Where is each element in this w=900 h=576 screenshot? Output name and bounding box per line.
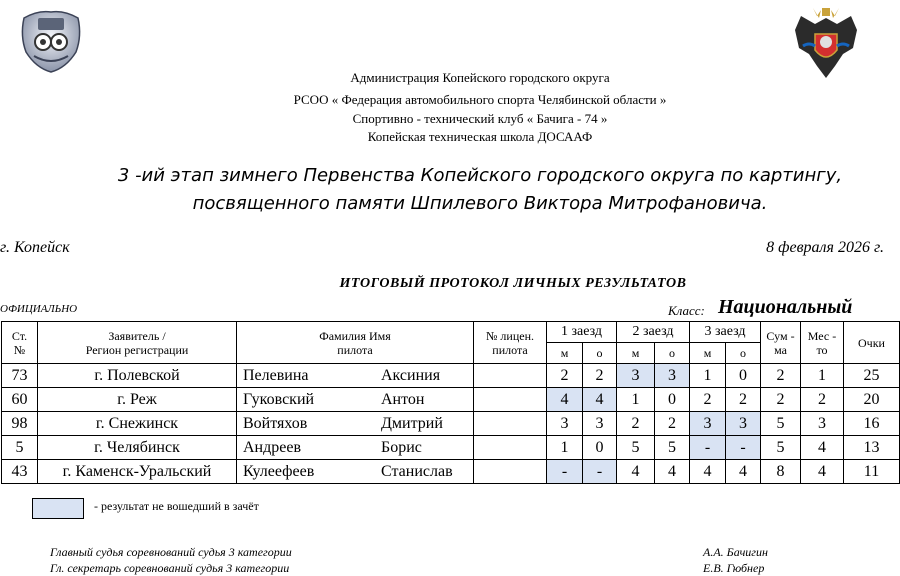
results-table xyxy=(1,321,900,484)
city: г. Копейск xyxy=(0,239,70,256)
start-number: 60 xyxy=(2,388,38,412)
sum: 5 xyxy=(761,412,801,436)
chief-judge-name: А.А. Бачигин xyxy=(703,545,768,559)
heat3-o: 0 xyxy=(726,364,761,388)
license xyxy=(474,364,547,388)
pilot-firstname: Дмитрий xyxy=(381,414,443,432)
region: г. Каменск-Уральский xyxy=(38,460,237,484)
heat2-o: 5 xyxy=(655,436,690,460)
license xyxy=(474,436,547,460)
heat2-o: 4 xyxy=(655,460,690,484)
place: 4 xyxy=(801,436,844,460)
start-number: 98 xyxy=(2,412,38,436)
header-h2-o: о xyxy=(655,343,690,364)
official-label: ОФИЦИАЛЬНО xyxy=(0,303,78,315)
secretary-role: Гл. секретарь соревнований судья 3 категории xyxy=(50,561,290,575)
header-pilot-name: Фамилия Имя пилота xyxy=(237,322,474,364)
header-h2-m: м xyxy=(617,343,655,364)
header-h3-m: м xyxy=(690,343,726,364)
place: 1 xyxy=(801,364,844,388)
start-number: 73 xyxy=(2,364,38,388)
chief-judge-role: Главный судья соревнований судья 3 категории xyxy=(50,545,292,559)
pilot-name xyxy=(237,460,474,484)
region: г. Челябинск xyxy=(38,436,237,460)
heat1-m: 2 xyxy=(547,364,583,388)
heat1-m: - xyxy=(547,460,583,484)
sum: 8 xyxy=(761,460,801,484)
points: 11 xyxy=(844,460,900,484)
header-points: Очки xyxy=(844,322,900,364)
header-heat-1: 1 заезд xyxy=(547,322,617,343)
heat3-o: 3 xyxy=(726,412,761,436)
pilot-firstname: Антон xyxy=(381,390,425,408)
heat2-m: 2 xyxy=(617,412,655,436)
license xyxy=(474,412,547,436)
legend-text: - результат не вошедший в зачёт xyxy=(94,499,259,513)
legend-swatch xyxy=(32,498,84,519)
heat2-m: 4 xyxy=(617,460,655,484)
pilot-firstname: Станислав xyxy=(381,462,453,480)
start-number: 5 xyxy=(2,436,38,460)
heat3-m: 2 xyxy=(690,388,726,412)
header-license: № лицен. пилота xyxy=(474,322,547,364)
heat1-o: 2 xyxy=(583,364,617,388)
table-row xyxy=(2,436,900,460)
heat3-o: - xyxy=(726,436,761,460)
table-row xyxy=(2,460,900,484)
points: 16 xyxy=(844,412,900,436)
org-line-1: Администрация Копейского городского округа xyxy=(350,70,610,85)
class-value: Национальный xyxy=(718,296,853,318)
region: г. Полевской xyxy=(38,364,237,388)
sum: 5 xyxy=(761,436,801,460)
event-title-line-1: 3 -ий этап зимнего Первенства Копейского городского округа по картингу, xyxy=(117,165,843,186)
header-sum: Сум - ма xyxy=(761,322,801,364)
header-h1-m: м xyxy=(547,343,583,364)
header-place: Мес - то xyxy=(801,322,844,364)
pilot-name xyxy=(237,388,474,412)
club-emblem-icon xyxy=(16,6,86,76)
table-row xyxy=(2,388,900,412)
header-h1-o: о xyxy=(583,343,617,364)
heat1-o: 0 xyxy=(583,436,617,460)
heat3-m: 3 xyxy=(690,412,726,436)
secretary-name: Е.В. Гюбнер xyxy=(703,561,765,575)
header-h3-o: о xyxy=(726,343,761,364)
heat1-o: 4 xyxy=(583,388,617,412)
place: 2 xyxy=(801,388,844,412)
pilot-surname: Андреев xyxy=(243,438,302,456)
event-title-line-2: посвященного памяти Шпилевого Виктора Митрофановича. xyxy=(192,193,768,214)
heat1-m: 1 xyxy=(547,436,583,460)
place: 4 xyxy=(801,460,844,484)
org-line-4: Копейская техническая школа ДОСААФ xyxy=(367,129,593,144)
heat2-o: 2 xyxy=(655,412,690,436)
header-heat-2: 2 заезд xyxy=(617,322,690,343)
header-heat-3: 3 заезд xyxy=(690,322,761,343)
table-row xyxy=(2,364,900,388)
pilot-firstname: Аксиния xyxy=(381,366,441,384)
region: г. Снежинск xyxy=(38,412,237,436)
date: 8 февраля 2026 г. xyxy=(766,239,884,256)
sum: 2 xyxy=(761,388,801,412)
sum: 2 xyxy=(761,364,801,388)
start-number: 43 xyxy=(2,460,38,484)
table-row xyxy=(2,412,900,436)
heat3-o: 2 xyxy=(726,388,761,412)
org-line-2: РСОО « Федерация автомобильного спорта Челябинской области » xyxy=(293,92,667,107)
heat2-o: 3 xyxy=(655,364,690,388)
pilot-surname: Пелевина xyxy=(243,366,309,384)
protocol-title: ИТОГОВЫЙ ПРОТОКОЛ ЛИЧНЫХ РЕЗУЛЬТАТОВ xyxy=(339,276,687,291)
pilot-name xyxy=(237,436,474,460)
heat1-m: 3 xyxy=(547,412,583,436)
pilot-name xyxy=(237,364,474,388)
heat1-m: 4 xyxy=(547,388,583,412)
header-start-number: Ст. № xyxy=(2,322,38,364)
heat3-m: 1 xyxy=(690,364,726,388)
heat1-o: 3 xyxy=(583,412,617,436)
license xyxy=(474,460,547,484)
heat1-o: - xyxy=(583,460,617,484)
header-applicant: Заявитель / Регион регистрации xyxy=(38,322,237,364)
heat3-o: 4 xyxy=(726,460,761,484)
heat2-o: 0 xyxy=(655,388,690,412)
points: 25 xyxy=(844,364,900,388)
pilot-surname: Войтяхов xyxy=(243,414,308,432)
region: г. Реж xyxy=(38,388,237,412)
heat3-m: - xyxy=(690,436,726,460)
heat3-m: 4 xyxy=(690,460,726,484)
heat2-m: 3 xyxy=(617,364,655,388)
heat2-m: 5 xyxy=(617,436,655,460)
table-header-row xyxy=(2,322,900,343)
org-line-3: Спортивно - технический клуб « Бачига - 74 » xyxy=(352,111,608,126)
pilot-firstname: Борис xyxy=(381,438,422,456)
place: 3 xyxy=(801,412,844,436)
points: 20 xyxy=(844,388,900,412)
heat2-m: 1 xyxy=(617,388,655,412)
license xyxy=(474,388,547,412)
points: 13 xyxy=(844,436,900,460)
pilot-name xyxy=(237,412,474,436)
class-label: Класс: xyxy=(668,303,705,318)
pilot-surname: Кулеефеев xyxy=(243,462,315,480)
pilot-surname: Гуковский xyxy=(243,390,315,408)
